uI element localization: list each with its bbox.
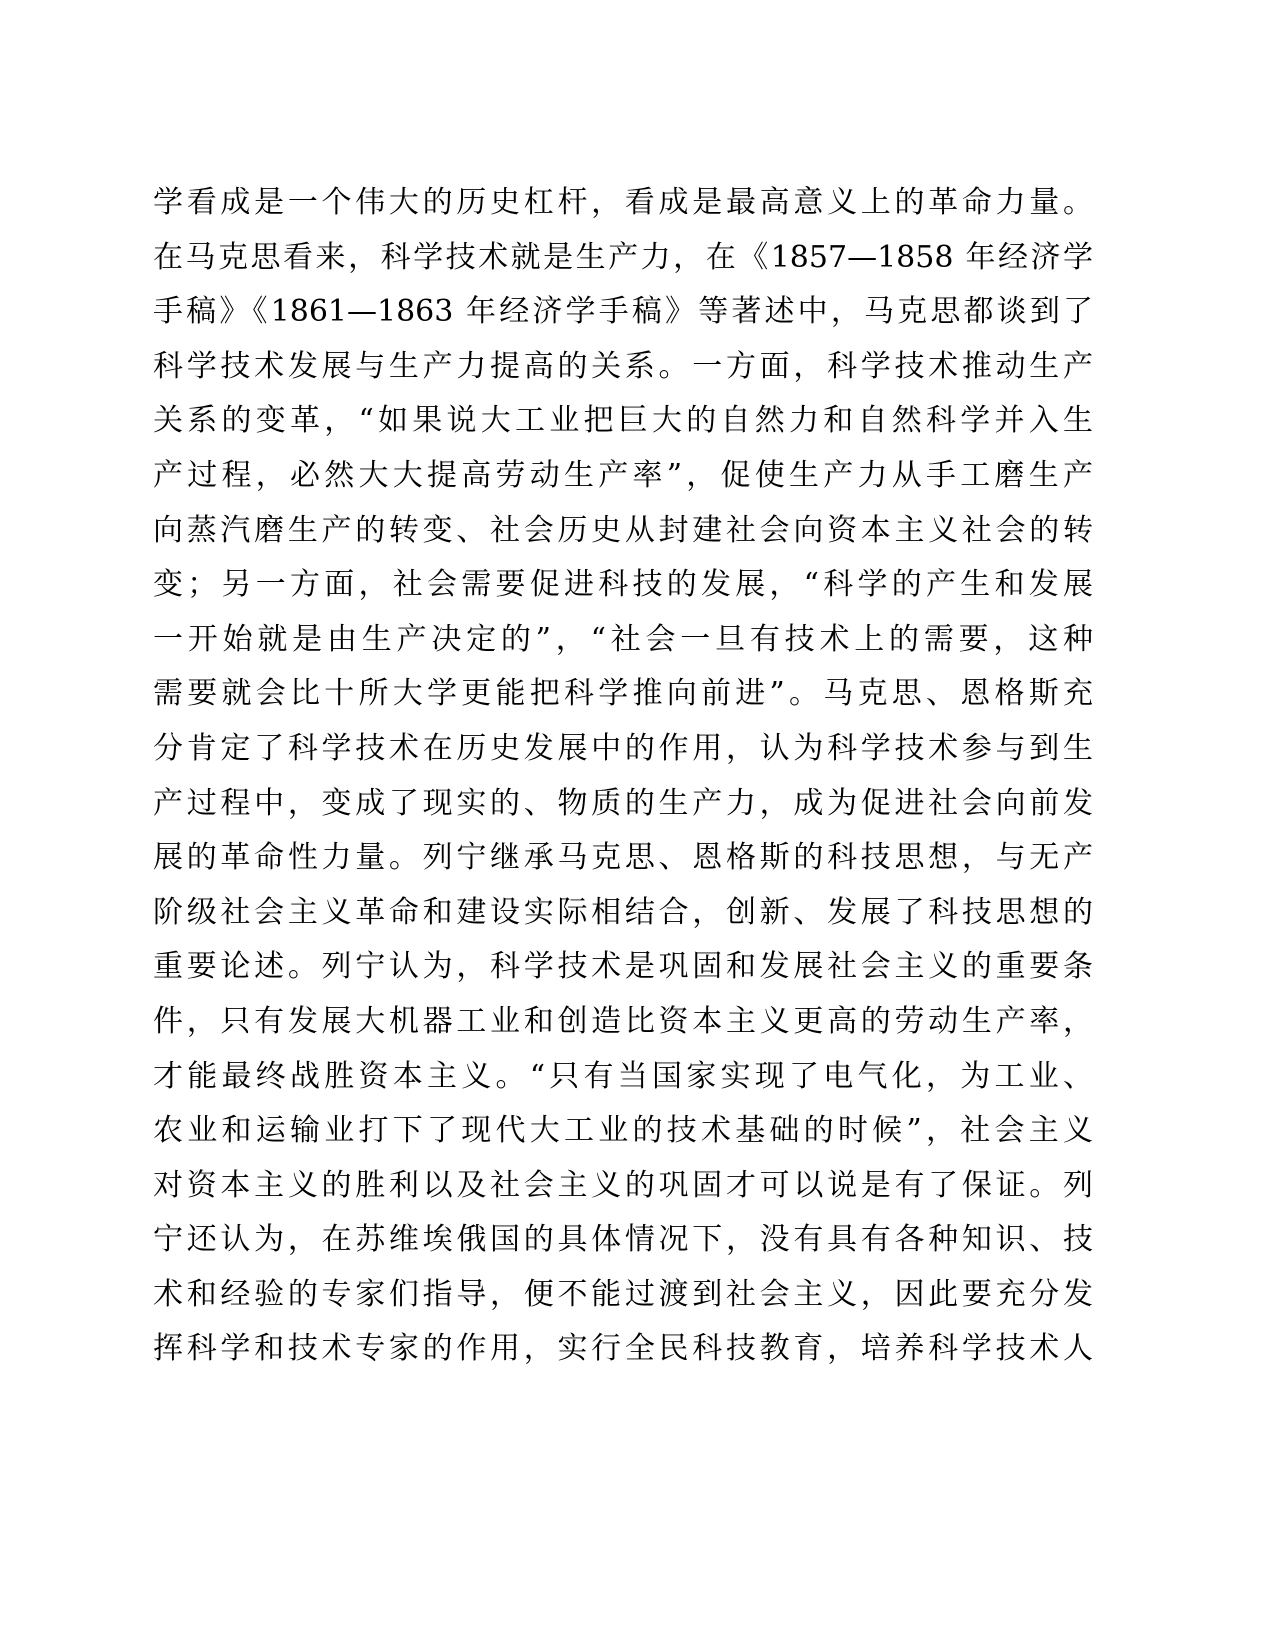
text-line: 关系的变革，“如果说大工业把巨大的自然力和自然科学并入生	[153, 403, 1093, 439]
text-line: 挥科学和技术专家的作用，实行全民科技教育，培养科学技术人	[153, 1331, 1093, 1367]
text-line: 一开始就是由生产决定的”，“社会一旦有技术上的需要，这种	[153, 621, 1093, 657]
text-line: 向蒸汽磨生产的转变、社会历史从封建社会向资本主义社会的转	[153, 512, 1093, 548]
text-line: 在马克思看来，科学技术就是生产力，在《1857—1858 年经济学	[153, 239, 1093, 275]
text-line: 展的革命性力量。列宁继承马克思、恩格斯的科技思想，与无产	[153, 840, 1093, 876]
body-paragraph	[153, 176, 1093, 1377]
text-line: 变；另一方面，社会需要促进科技的发展，“科学的产生和发展	[153, 567, 1093, 603]
text-line: 术和经验的专家们指导，便不能过渡到社会主义，因此要充分发	[153, 1276, 1093, 1312]
text-line: 宁还认为，在苏维埃俄国的具体情况下，没有具有各种知识、技	[153, 1222, 1093, 1258]
text-line: 科学技术发展与生产力提高的关系。一方面，科学技术推动生产	[153, 348, 1093, 384]
text-line: 阶级社会主义革命和建设实际相结合，创新、发展了科技思想的	[153, 894, 1093, 930]
text-line: 产过程中，变成了现实的、物质的生产力，成为促进社会向前发	[153, 785, 1093, 821]
text-line: 学看成是一个伟大的历史杠杆，看成是最高意义上的革命力量。	[153, 185, 1093, 220]
text-line: 件，只有发展大机器工业和创造比资本主义更高的劳动生产率，	[153, 1003, 1093, 1039]
text-line: 需要就会比十所大学更能把科学推向前进”。马克思、恩格斯充	[153, 676, 1093, 712]
text-line: 才能最终战胜资本主义。“只有当国家实现了电气化，为工业、	[153, 1058, 1093, 1094]
text-line: 对资本主义的胜利以及社会主义的巩固才可以说是有了保证。列	[153, 1167, 1093, 1203]
text-line: 产过程，必然大大提高劳动生产率”，促使生产力从手工磨生产	[153, 457, 1093, 493]
text-line: 手稿》《1861—1863 年经济学手稿》等著述中，马克思都谈到了	[153, 294, 1093, 330]
text-line: 农业和运输业打下了现代大工业的技术基础的时候”，社会主义	[153, 1113, 1093, 1149]
text-line: 分肯定了科学技术在历史发展中的作用，认为科学技术参与到生	[153, 730, 1093, 766]
text-line: 重要论述。列宁认为，科学技术是巩固和发展社会主义的重要条	[153, 949, 1093, 985]
